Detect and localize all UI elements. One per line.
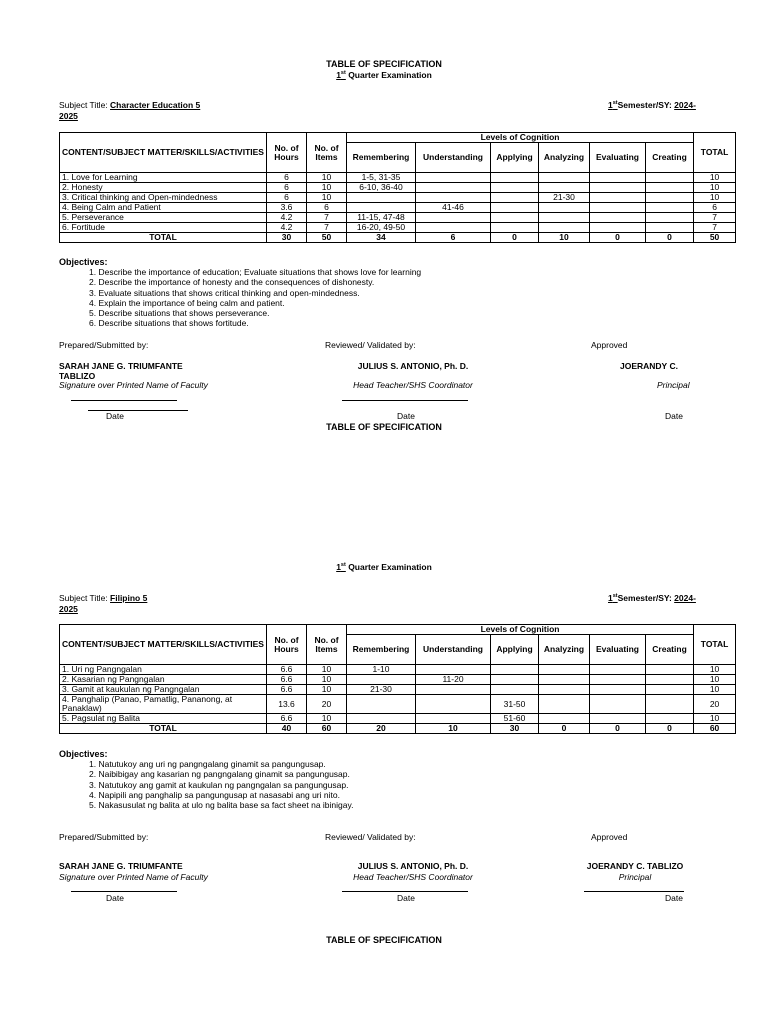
objectives-list-1 bbox=[89, 267, 421, 329]
objective-item: 2. Naibibigay ang kasarian ng pangngalang ginamit sa pangungusap. bbox=[89, 769, 350, 780]
cell-app bbox=[491, 203, 539, 213]
cell-hours: 6.6 bbox=[267, 685, 307, 695]
header-hours: No. of Hours bbox=[267, 133, 307, 173]
cell-content: 5. Perseverance bbox=[60, 213, 267, 223]
quarter-heading-2: 1st Quarter Examination bbox=[336, 562, 432, 572]
cell-total: 10 bbox=[694, 685, 736, 695]
header-items: No. of Items bbox=[307, 133, 347, 173]
cell-ana bbox=[539, 695, 590, 714]
header-analyzing: Analyzing bbox=[539, 635, 590, 665]
signature-line bbox=[88, 410, 188, 411]
objective-item: 5. Nakasusulat ng balita at ulo ng balita base sa fact sheet na ibinigay. bbox=[89, 800, 354, 811]
date-label-1b: Date bbox=[397, 411, 415, 421]
cell-ana bbox=[539, 675, 590, 685]
cell-content: 2. Kasarian ng Pangngalan bbox=[60, 675, 267, 685]
reviewer-name-2: JULIUS S. ANTONIO, Ph. D. bbox=[357, 861, 469, 871]
cell-total: 10 bbox=[694, 173, 736, 183]
objective-item: 1. Describe the importance of education; Evaluate situations that shows love for learning bbox=[89, 267, 422, 277]
subject-title-1: Subject Title: Character Education 5 2025 bbox=[59, 100, 201, 121]
cell-hours: 6 bbox=[267, 173, 307, 183]
cell-items: 10 bbox=[307, 183, 347, 193]
cell-content: 3. Critical thinking and Open-mindedness bbox=[60, 193, 267, 203]
cell-cre bbox=[646, 193, 694, 203]
cell-eva bbox=[590, 183, 646, 193]
tos-table-2 bbox=[59, 624, 736, 734]
header-items: No. of Items bbox=[307, 625, 347, 665]
cell-total: 6 bbox=[694, 203, 736, 213]
cell-content: 4. Panghalip (Panao, Pamatlig, Pananong, at Panaklaw) bbox=[60, 695, 267, 714]
cell-rem bbox=[347, 714, 416, 724]
cell-hours: 6.6 bbox=[267, 714, 307, 724]
cell-content: 6. Fortitude bbox=[60, 223, 267, 233]
table-row bbox=[60, 714, 736, 724]
cell-items: 10 bbox=[307, 714, 347, 724]
table-row bbox=[60, 695, 736, 714]
signature-line bbox=[342, 891, 468, 892]
cell-hours: 6.6 bbox=[267, 675, 307, 685]
approver-role-1: Principal bbox=[657, 380, 690, 390]
doc-title-2: TABLE OF SPECIFICATION bbox=[326, 422, 442, 432]
header-applying: Applying bbox=[491, 143, 539, 173]
approver-name-2: JOERANDY C. TABLIZO bbox=[586, 861, 684, 871]
header-total: TOTAL bbox=[694, 133, 736, 173]
cell-ana bbox=[539, 173, 590, 183]
header-remembering: Remembering bbox=[347, 635, 416, 665]
preparer-role-1: Signature over Printed Name of Faculty bbox=[59, 380, 208, 390]
table-row bbox=[60, 223, 736, 233]
cell-rem bbox=[347, 193, 416, 203]
approver-role-2: Principal bbox=[618, 872, 652, 882]
cell-total: 10 bbox=[694, 675, 736, 685]
table-row bbox=[60, 675, 736, 685]
cell-eva bbox=[590, 223, 646, 233]
cell-und bbox=[416, 714, 491, 724]
header-evaluating: Evaluating bbox=[590, 143, 646, 173]
doc-title-1: TABLE OF SPECIFICATION bbox=[326, 59, 442, 69]
cell-app bbox=[491, 675, 539, 685]
header-understanding: Understanding bbox=[416, 143, 491, 173]
quarter-heading-1: 1st Quarter Examination bbox=[336, 70, 432, 80]
header-content: CONTENT/SUBJECT MATTER/SKILLS/ACTIVITIES bbox=[60, 133, 267, 173]
cell-total: 10 bbox=[694, 193, 736, 203]
cell-ana bbox=[539, 213, 590, 223]
table-row bbox=[60, 193, 736, 203]
header-hours: No. of Hours bbox=[267, 625, 307, 665]
cell-eva bbox=[590, 685, 646, 695]
cell-app bbox=[491, 685, 539, 695]
approved-label-2: Approved bbox=[591, 832, 628, 842]
cell-hours: 13.6 bbox=[267, 695, 307, 714]
cell-hours: 6.6 bbox=[267, 665, 307, 675]
signature-line bbox=[71, 400, 177, 401]
cell-cre bbox=[646, 675, 694, 685]
objective-item: 3. Natutukoy ang gamit at kaukulan ng pangngalan sa pangungusap. bbox=[89, 779, 349, 790]
cell-app bbox=[491, 193, 539, 203]
cell-eva bbox=[590, 203, 646, 213]
cell-und bbox=[416, 193, 491, 203]
table-row bbox=[60, 213, 736, 223]
cell-content: 2. Honesty bbox=[60, 183, 267, 193]
cell-items: 7 bbox=[307, 213, 347, 223]
preparer-name-2: SARAH JANE G. TRIUMFANTE bbox=[59, 861, 183, 871]
cell-ana: 21-30 bbox=[539, 193, 590, 203]
cell-rem bbox=[347, 675, 416, 685]
date-label-1a: Date bbox=[106, 411, 124, 421]
objectives-title-1: Objectives: bbox=[59, 257, 108, 267]
cell-items: 20 bbox=[307, 695, 347, 714]
preparer-name-1: SARAH JANE G. TRIUMFANTE TABLIZO bbox=[59, 361, 183, 381]
cell-eva bbox=[590, 714, 646, 724]
objective-item: 3. Evaluate situations that shows critical thinking and open-mindedness. bbox=[89, 287, 360, 298]
cell-und bbox=[416, 183, 491, 193]
cell-rem: 1-5, 31-35 bbox=[347, 173, 416, 183]
cell-rem: 11-15, 47-48 bbox=[347, 213, 416, 223]
cell-cre bbox=[646, 665, 694, 675]
cell-ana bbox=[539, 203, 590, 213]
cell-content: 3. Gamit at kaukulan ng Pangngalan bbox=[60, 685, 267, 695]
objective-item: 6. Describe situations that shows fortitude. bbox=[89, 318, 249, 329]
cell-total: 7 bbox=[694, 213, 736, 223]
cell-cre bbox=[646, 714, 694, 724]
cell-hours: 3.6 bbox=[267, 203, 307, 213]
objective-item: 5. Describe situations that shows perseverance. bbox=[89, 308, 270, 319]
subject-title-2: Subject Title: Filipino 5 2025 bbox=[59, 593, 148, 614]
reviewed-label-2: Reviewed/ Validated by: bbox=[325, 832, 416, 842]
cell-eva bbox=[590, 665, 646, 675]
date-label-2c: Date bbox=[665, 893, 683, 903]
objectives-title-2: Objectives: bbox=[59, 749, 108, 759]
signature-line bbox=[584, 891, 684, 892]
cell-eva bbox=[590, 213, 646, 223]
cell-cre bbox=[646, 203, 694, 213]
cell-und: 11-20 bbox=[416, 675, 491, 685]
header-content: CONTENT/SUBJECT MATTER/SKILLS/ACTIVITIES bbox=[60, 625, 267, 665]
tos-table-1 bbox=[59, 132, 736, 243]
cell-content: 1. Love for Learning bbox=[60, 173, 267, 183]
cell-eva bbox=[590, 695, 646, 714]
header-analyzing: Analyzing bbox=[539, 143, 590, 173]
reviewer-role-1: Head Teacher/SHS Coordinator bbox=[353, 380, 473, 390]
table-row bbox=[60, 665, 736, 675]
cell-total: 10 bbox=[694, 714, 736, 724]
objective-item: 4. Napipili ang panghalip sa pangungusap at nasasabi ang uri nito. bbox=[89, 789, 340, 800]
objective-item: 2. Describe the importance of honesty and the consequences of dishonesty. bbox=[89, 277, 375, 288]
objective-item: 1. Natutukoy ang uri ng pangngalang ginamit sa pangungusap. bbox=[89, 759, 326, 769]
cell-total: 10 bbox=[694, 665, 736, 675]
cell-items: 10 bbox=[307, 685, 347, 695]
reviewer-role-2: Head Teacher/SHS Coordinator bbox=[353, 872, 473, 882]
cell-ana bbox=[539, 183, 590, 193]
date-label-2b: Date bbox=[397, 893, 415, 903]
cell-ana bbox=[539, 685, 590, 695]
signature-line bbox=[342, 400, 468, 401]
cell-content: 1. Uri ng Pangngalan bbox=[60, 665, 267, 675]
cell-rem: 21-30 bbox=[347, 685, 416, 695]
doc-title-3: TABLE OF SPECIFICATION bbox=[326, 935, 442, 945]
cell-app bbox=[491, 665, 539, 675]
cell-items: 7 bbox=[307, 223, 347, 233]
header-creating: Creating bbox=[646, 635, 694, 665]
cell-und bbox=[416, 685, 491, 695]
date-label-2a: Date bbox=[106, 893, 124, 903]
cell-eva bbox=[590, 675, 646, 685]
cell-items: 10 bbox=[307, 665, 347, 675]
cell-eva bbox=[590, 193, 646, 203]
cell-ana bbox=[539, 665, 590, 675]
cell-app bbox=[491, 213, 539, 223]
cell-total: 7 bbox=[694, 223, 736, 233]
cell-app: 51-60 bbox=[491, 714, 539, 724]
cell-und bbox=[416, 665, 491, 675]
cell-app: 31-50 bbox=[491, 695, 539, 714]
cell-hours: 4.2 bbox=[267, 213, 307, 223]
cell-ana bbox=[539, 714, 590, 724]
header-creating: Creating bbox=[646, 143, 694, 173]
cell-und bbox=[416, 695, 491, 714]
header-understanding: Understanding bbox=[416, 635, 491, 665]
cell-app bbox=[491, 183, 539, 193]
cell-items: 10 bbox=[307, 675, 347, 685]
cell-cre bbox=[646, 685, 694, 695]
cell-content: 5. Pagsulat ng Balita bbox=[60, 714, 267, 724]
table-row bbox=[60, 173, 736, 183]
cell-cre bbox=[646, 183, 694, 193]
header-applying: Applying bbox=[491, 635, 539, 665]
reviewed-label-1: Reviewed/ Validated by: bbox=[325, 340, 416, 350]
header-evaluating: Evaluating bbox=[590, 635, 646, 665]
total-row: TOTAL 40 60 20 10 30 0 0 0 60 bbox=[60, 724, 736, 734]
header-levels: Levels of Cognition bbox=[347, 133, 694, 143]
cell-hours: 6 bbox=[267, 193, 307, 203]
header-remembering: Remembering bbox=[347, 143, 416, 173]
total-row: TOTAL 30 50 34 6 0 10 0 0 50 bbox=[60, 233, 736, 243]
cell-items: 6 bbox=[307, 203, 347, 213]
objective-item: 4. Explain the importance of being calm and patient. bbox=[89, 297, 285, 308]
cell-app bbox=[491, 223, 539, 233]
table-row bbox=[60, 203, 736, 213]
table-row bbox=[60, 685, 736, 695]
cell-content: 4. Being Calm and Patient bbox=[60, 203, 267, 213]
cell-und bbox=[416, 223, 491, 233]
cell-items: 10 bbox=[307, 173, 347, 183]
semester-sy-2: 1stSemester/SY: 2024- bbox=[608, 593, 696, 603]
cell-total: 20 bbox=[694, 695, 736, 714]
cell-und: 41-46 bbox=[416, 203, 491, 213]
signature-line bbox=[71, 891, 177, 892]
approver-name-1: JOERANDY C. bbox=[620, 361, 678, 371]
cell-rem: 1-10 bbox=[347, 665, 416, 675]
cell-rem: 6-10, 36-40 bbox=[347, 183, 416, 193]
table-row bbox=[60, 183, 736, 193]
header-total: TOTAL bbox=[694, 625, 736, 665]
cell-cre bbox=[646, 213, 694, 223]
header-levels: Levels of Cognition bbox=[347, 625, 694, 635]
cell-cre bbox=[646, 223, 694, 233]
cell-items: 10 bbox=[307, 193, 347, 203]
cell-ana bbox=[539, 223, 590, 233]
cell-cre bbox=[646, 173, 694, 183]
preparer-role-2: Signature over Printed Name of Faculty bbox=[59, 872, 208, 882]
prepared-label-2: Prepared/Submitted by: bbox=[59, 832, 149, 842]
cell-und bbox=[416, 173, 491, 183]
cell-rem bbox=[347, 203, 416, 213]
semester-sy-1: 1stSemester/SY: 2024- bbox=[608, 100, 696, 110]
reviewer-name-1: JULIUS S. ANTONIO, Ph. D. bbox=[357, 361, 469, 371]
cell-hours: 4.2 bbox=[267, 223, 307, 233]
date-label-1c: Date bbox=[665, 411, 683, 421]
cell-hours: 6 bbox=[267, 183, 307, 193]
cell-eva bbox=[590, 173, 646, 183]
cell-rem bbox=[347, 695, 416, 714]
cell-rem: 16-20, 49-50 bbox=[347, 223, 416, 233]
cell-und bbox=[416, 213, 491, 223]
objectives-list-2 bbox=[89, 759, 353, 810]
prepared-label-1: Prepared/Submitted by: bbox=[59, 340, 149, 350]
approved-label-1: Approved bbox=[591, 340, 628, 350]
cell-total: 10 bbox=[694, 183, 736, 193]
cell-cre bbox=[646, 695, 694, 714]
cell-app bbox=[491, 173, 539, 183]
